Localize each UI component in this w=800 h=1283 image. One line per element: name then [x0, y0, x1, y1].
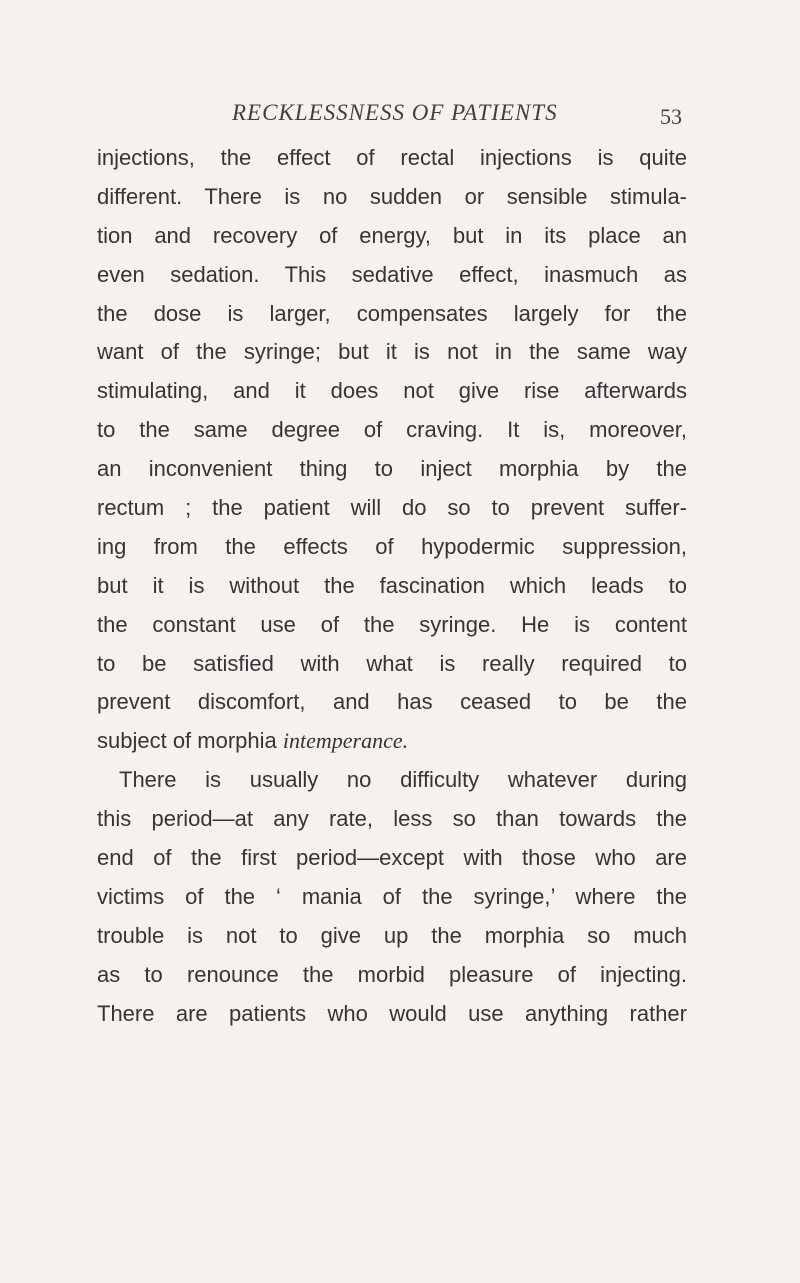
text-line: as to renounce the morbid pleasure of injecting.	[97, 961, 687, 987]
text-line: the dose is larger, compensates largely for the	[97, 300, 687, 326]
text-span: subject of morphia	[97, 728, 283, 754]
text-line: injections, the effect of rectal injections is quite	[97, 145, 687, 170]
text-line: victims of the ‘ mania of the syringe,’ where the	[97, 883, 687, 909]
text-line: to the same degree of craving. It is, moreover,	[97, 417, 687, 443]
text-line: this period—at any rate, less so than towards the	[97, 806, 687, 832]
text-line: the constant use of the syringe. He is content	[97, 611, 687, 637]
text-line: different. There is no sudden or sensible stimula-	[97, 183, 687, 209]
running-title: RECKLESSNESS OF PATIENTS	[232, 100, 558, 125]
text-line: stimulating, and it does not give rise afterwards	[97, 378, 687, 404]
italic-word: intemperance.	[282, 728, 409, 754]
text-line: prevent discomfort, and has ceased to be the	[97, 689, 687, 715]
text-line: trouble is not to give up the morphia so much	[97, 922, 687, 948]
text-line: but it is without the fascination which leads to	[97, 572, 687, 598]
text-line: even sedation. This sedative effect, inasmuch as	[97, 261, 687, 287]
text-line: end of the first period—except with those who are	[97, 845, 687, 871]
page-number: 53	[660, 104, 682, 129]
text-line: to be satisfied with what is really required to	[97, 650, 687, 676]
text-line: an inconvenient thing to inject morphia by the	[97, 456, 687, 482]
text-line-paragraph-end	[97, 722, 687, 761]
text-line: There are patients who would use anything rather	[97, 1000, 687, 1026]
text-line: want of the syringe; but it is not in the same way	[97, 339, 687, 365]
text-line: ing from the effects of hypodermic suppression,	[97, 533, 687, 559]
text-line-paragraph-start: There is usually no difficulty whatever during	[119, 767, 687, 793]
body-text	[97, 139, 687, 1033]
text-line: rectum ; the patient will do so to prevent suffer-	[97, 495, 687, 521]
text-line: tion and recovery of energy, but in its place an	[97, 222, 687, 248]
